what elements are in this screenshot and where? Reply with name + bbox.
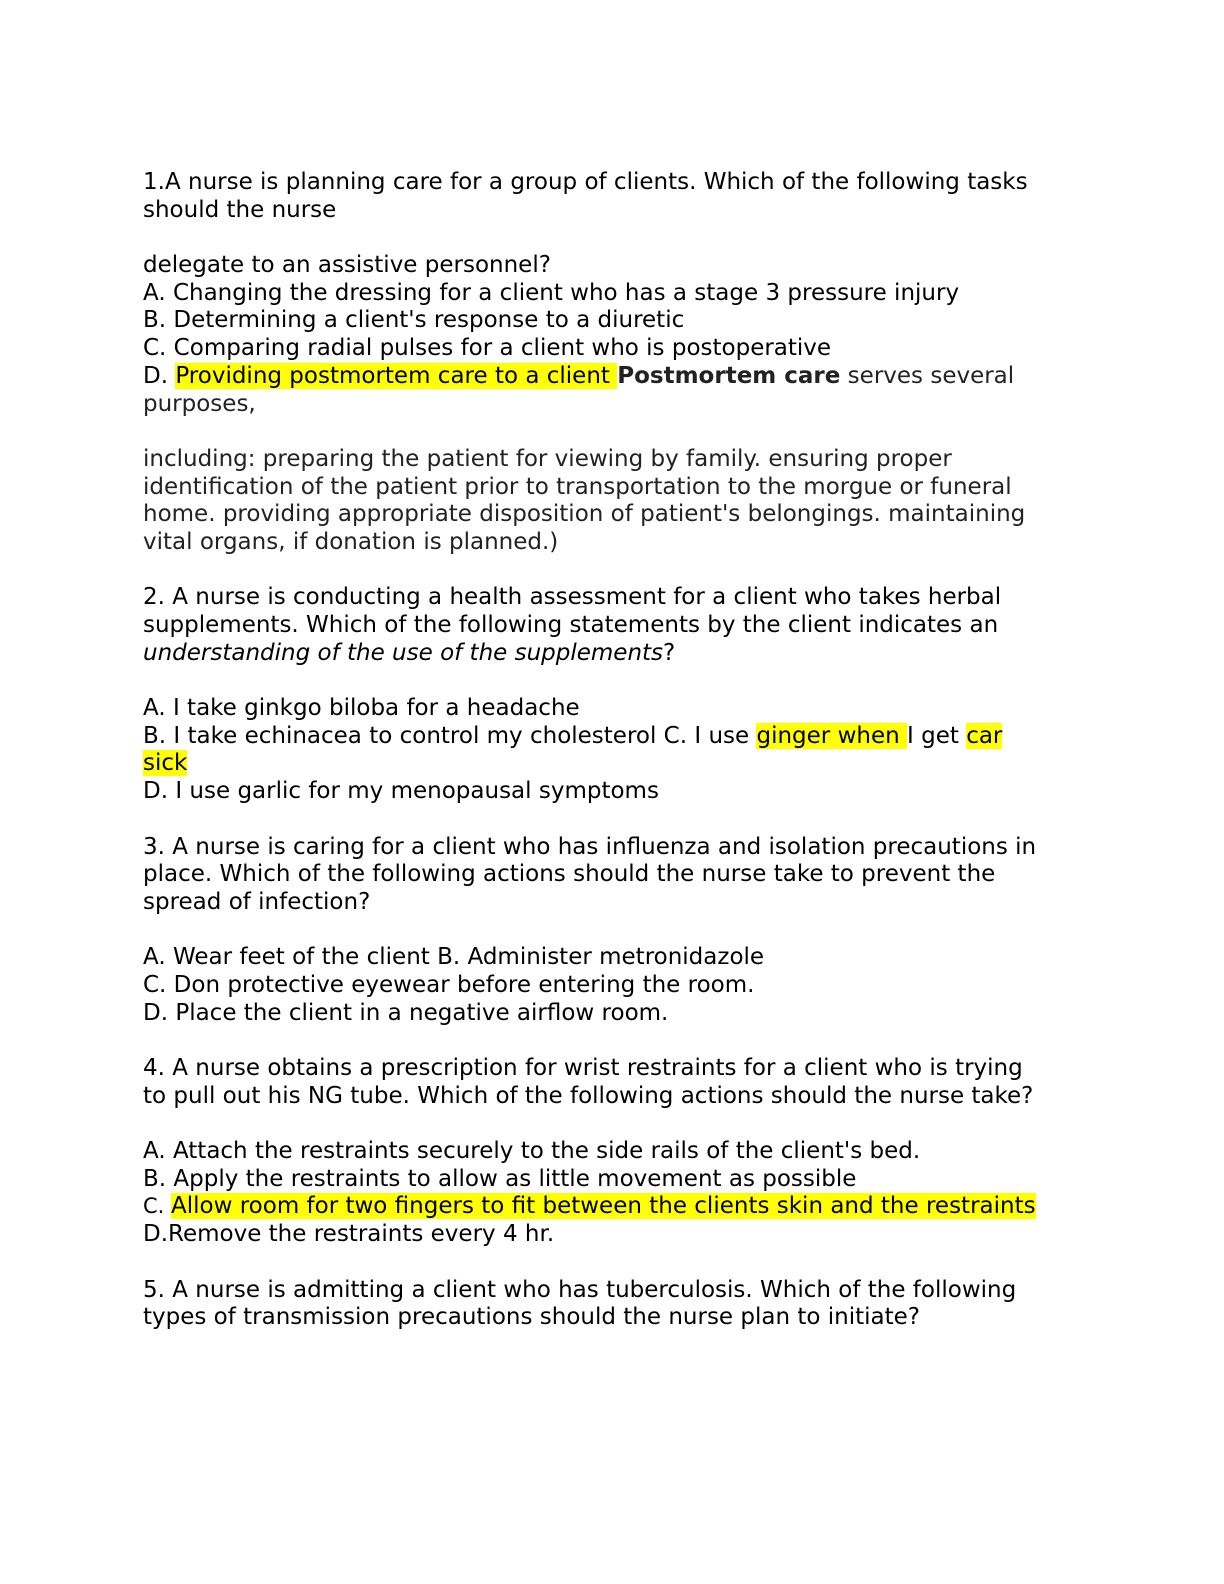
q1-stem-line-1: 1.A nurse is planning care for a group of clients. Which of the following tasks (143, 169, 1028, 195)
q4-option-c-prefix: C. (143, 1194, 172, 1219)
q2-option-c-line-2 (143, 750, 1083, 778)
q4-option-c-highlight: Allow room for two fingers to fit between the clients skin and the restraints (171, 1193, 1036, 1220)
q2-option-c-highlight-3: sick (143, 750, 188, 777)
q2-stem-line-3 (143, 640, 1083, 668)
document-page (143, 169, 1083, 1332)
q2-option-a: A. I take ginkgo biloba for a headache (143, 695, 580, 722)
q2-option-c-highlight-2: car (966, 722, 1003, 749)
q1-explanation-line-2: identification of the patient prior to transportation to the morgue or funeral (143, 473, 1012, 500)
q3-option-a-b: A. Wear feet of the client B. Administer metronidazole (143, 944, 765, 971)
q2-option-d: D. I use garlic for my menopausal symptoms (143, 778, 659, 805)
q3-stem-line-1: 3. A nurse is caring for a client who has influenza and isolation precautions in (143, 833, 1037, 860)
q1-stem-line-3: delegate to an assistive personnel? (143, 252, 551, 279)
q1-option-d (143, 363, 1083, 391)
q3-stem-line-2: place. Which of the following actions should the nurse take to prevent the (143, 861, 996, 888)
q1-option-d-highlight: Providing postmortem care to a client (175, 362, 618, 389)
q3-stem-line-3: spread of infection? (143, 888, 371, 915)
spacer (143, 667, 1083, 695)
q2-option-b-c (143, 723, 1083, 751)
q4-stem-line-1: 4. A nurse obtains a prescription for wrist restraints for a client who is trying (143, 1055, 1023, 1081)
spacer (143, 917, 1083, 945)
q1-option-d-line-2: purposes, (143, 390, 256, 417)
spacer (143, 1249, 1083, 1277)
q1-option-d-rest: serves several (840, 362, 1015, 389)
q1-stem-line-2: should the nurse (143, 196, 337, 223)
spacer (143, 418, 1083, 446)
q4-option-a: A. Attach the restraints securely to the side rails of the client's bed. (143, 1138, 921, 1165)
spacer (143, 806, 1083, 834)
q2-stem-end: ? (663, 639, 676, 666)
q4-option-c (143, 1193, 1083, 1221)
q1-explanation-line-4: vital organs, if donation is planned.) (143, 528, 559, 555)
q2-option-b-text: B. I take echinacea to control my cholesterol C. I use (143, 722, 757, 749)
spacer (143, 1110, 1083, 1138)
q1-option-c: C. Comparing radial pulses for a client who is postoperative (143, 335, 832, 362)
q1-option-b: B. Determining a client's response to a diuretic (143, 307, 685, 334)
q2-stem-italic: understanding of the use of the supplements (143, 639, 664, 666)
q1-option-a: A. Changing the dressing for a client who has a stage 3 pressure injury (143, 279, 960, 306)
q1-option-d-bold: Postmortem care (617, 362, 841, 389)
q2-option-c-highlight-1: ginger when (756, 722, 907, 749)
q1-option-d-prefix: D. (143, 362, 176, 389)
spacer (143, 557, 1083, 585)
q5-stem-line-2: types of transmission precautions should the nurse plan to initiate? (143, 1304, 920, 1331)
q1-explanation-line-3: home. providing appropriate disposition of patient's belongings. maintaining (143, 501, 1026, 528)
q3-option-d: D. Place the client in a negative airflow room. (143, 999, 669, 1026)
spacer (143, 1027, 1083, 1055)
q3-option-c: C. Don protective eyewear before entering the room. (143, 971, 755, 998)
q2-stem-line-1: 2. A nurse is conducting a health assessment for a client who takes herbal (143, 584, 1002, 611)
q2-stem-line-2: supplements. Which of the following statements by the client indicates an (143, 612, 999, 638)
spacer (143, 224, 1083, 252)
q1-explanation-line-1: including: preparing the patient for viewing by family. ensuring proper (143, 445, 952, 472)
q2-option-c-mid: I get (907, 722, 967, 749)
q4-option-d: D.Remove the restraints every 4 hr. (143, 1221, 555, 1248)
q4-stem-line-2: to pull out his NG tube. Which of the following actions should the nurse take? (143, 1082, 1034, 1109)
q5-stem-line-1: 5. A nurse is admitting a client who has tuberculosis. Which of the following (143, 1276, 1017, 1303)
q4-option-b: B. Apply the restraints to allow as little movement as possible (143, 1165, 857, 1192)
